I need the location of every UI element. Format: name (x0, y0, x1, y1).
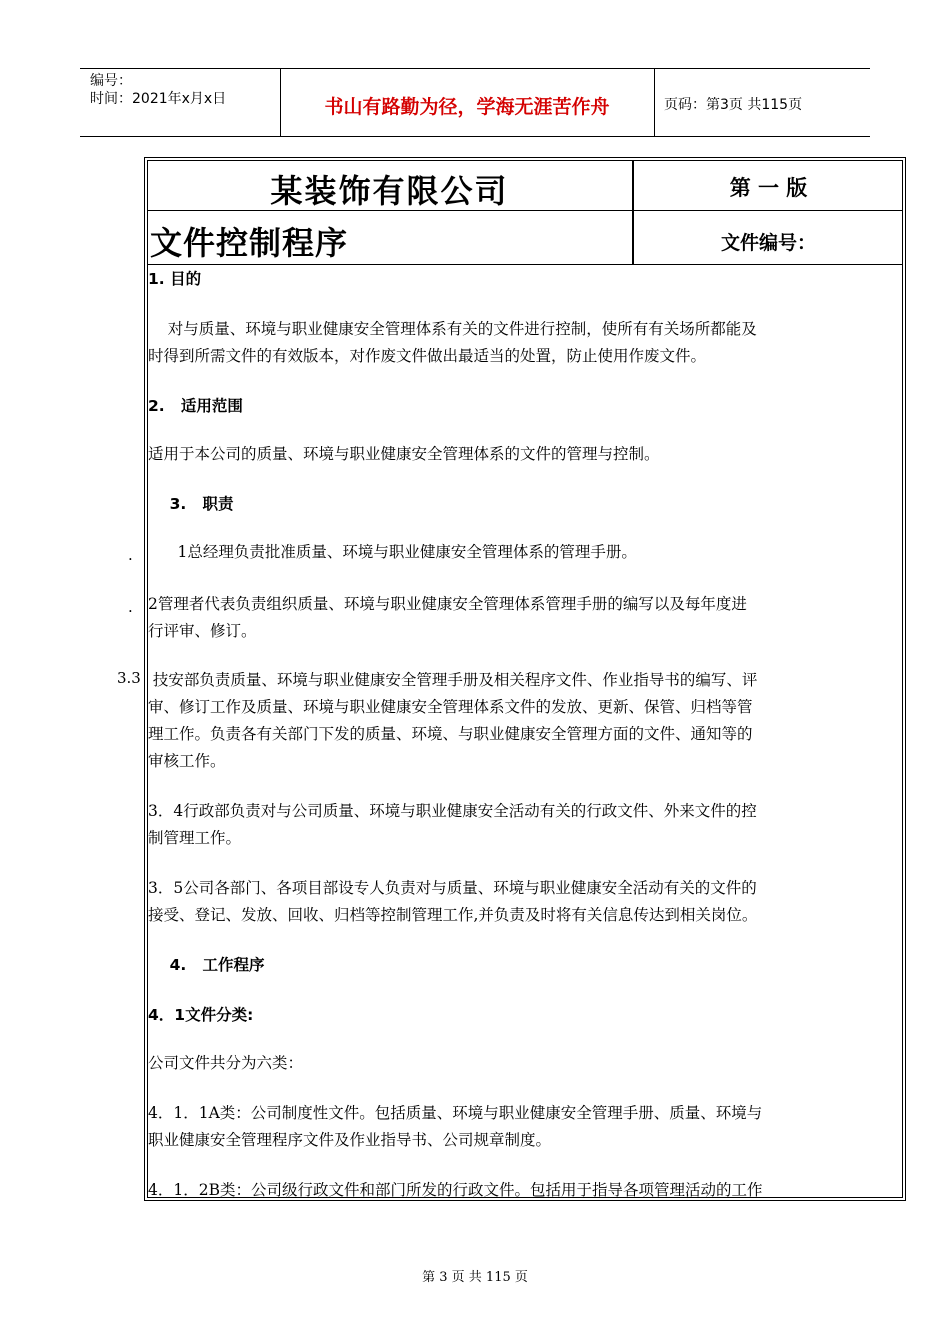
header-number-label: 编号： (90, 73, 132, 89)
section-3-2-marker: . (128, 598, 133, 616)
document-number-label: 文件编号： (720, 232, 816, 254)
header-meta (90, 72, 226, 108)
section-4-heading: 4. 工作程序 (148, 956, 265, 974)
section-4-1-1-text-line-1: 4．1．1A类：公司制度性文件。包括质量、环境与职业健康安全管理手册、质量、环境与 (148, 1104, 763, 1122)
header-top-rule (80, 68, 870, 69)
header-divider-right (654, 68, 655, 136)
header-time-label: 时间：2021年x月x日 (90, 91, 227, 107)
header-bottom-rule (80, 136, 870, 137)
section-3-heading: 3. 职责 (148, 495, 234, 513)
section-3-4-text-line-2: 制管理工作。 (148, 829, 242, 847)
section-3-1-marker: . (128, 546, 133, 564)
section-3-3-text-line-3: 理工作。负责各有关部门下发的质量、环境、与职业健康安全管理方面的文件、通知等的 (148, 725, 753, 743)
section-3-3-text-line-4: 审核工作。 (148, 752, 226, 770)
section-2-text: 适用于本公司的质量、环境与职业健康安全管理体系的文件的管理与控制。 (148, 445, 660, 463)
header-motto: 书山有路勤为径，学海无涯苦作舟 (324, 96, 610, 118)
section-3-5-text-line-1: 3．5公司各部门、各项目部设专人负责对与质量、环境与职业健康安全活动有关的文件的 (148, 879, 757, 897)
section-3-3-text-line-2: 审、修订工作及质量、环境与职业健康安全管理体系文件的发放、更新、保管、归档等管 (148, 698, 753, 716)
company-name: 某装饰有限公司 (270, 172, 509, 210)
section-3-3-marker: 3.3 (117, 669, 141, 687)
section-1-heading: 1. 目的 (148, 270, 202, 288)
section-1-text-line-1: 对与质量、环境与职业健康安全管理体系有关的文件进行控制，使所有有关场所都能及 (148, 320, 757, 338)
section-3-2-text-line-2: 行评审、修订。 (148, 622, 257, 640)
section-1-text-line-2: 时得到所需文件的有效版本，对作废文件做出最适当的处置，防止使用作废文件。 (148, 347, 707, 365)
section-4-1-intro: 公司文件共分为六类： (148, 1054, 304, 1072)
footer-page-number: 第 3 页 共 115 页 (422, 1270, 528, 1285)
document-title: 文件控制程序 (150, 224, 349, 262)
section-2-heading: 2. 适用范围 (148, 397, 243, 415)
section-3-5-text-line-2: 接受、登记、发放、回收、归档等控制管理工作,并负责及时将有关信息传达到相关岗位。 (148, 906, 758, 924)
section-3-4-text-line-1: 3．4行政部负责对与公司质量、环境与职业健康安全活动有关的行政文件、外来文件的控 (148, 802, 757, 820)
edition-label: 第 一 版 (729, 176, 808, 200)
section-3-1-text: 1总经理负责批准质量、环境与职业健康安全管理体系的管理手册。 (148, 543, 637, 561)
header-page-info: 页码：第3页 共115页 (664, 97, 803, 113)
section-4-1-heading: 4．1文件分类: (148, 1006, 254, 1024)
section-4-1-1-text-line-2: 职业健康安全管理程序文件及作业指导书、公司规章制度。 (148, 1131, 552, 1149)
header-divider-left (280, 68, 281, 136)
section-4-1-2-text-line-1: 4．1．2B类：公司级行政文件和部门所发的行政文件。包括用于指导各项管理活动的工作 (148, 1181, 763, 1199)
section-3-3-text-line-1: 技安部负责质量、环境与职业健康安全管理手册及相关程序文件、作业指导书的编写、评 (148, 671, 758, 689)
section-3-2-text-line-1: 2管理者代表负责组织质量、环境与职业健康安全管理体系管理手册的编写以及每年度进 (148, 595, 747, 613)
